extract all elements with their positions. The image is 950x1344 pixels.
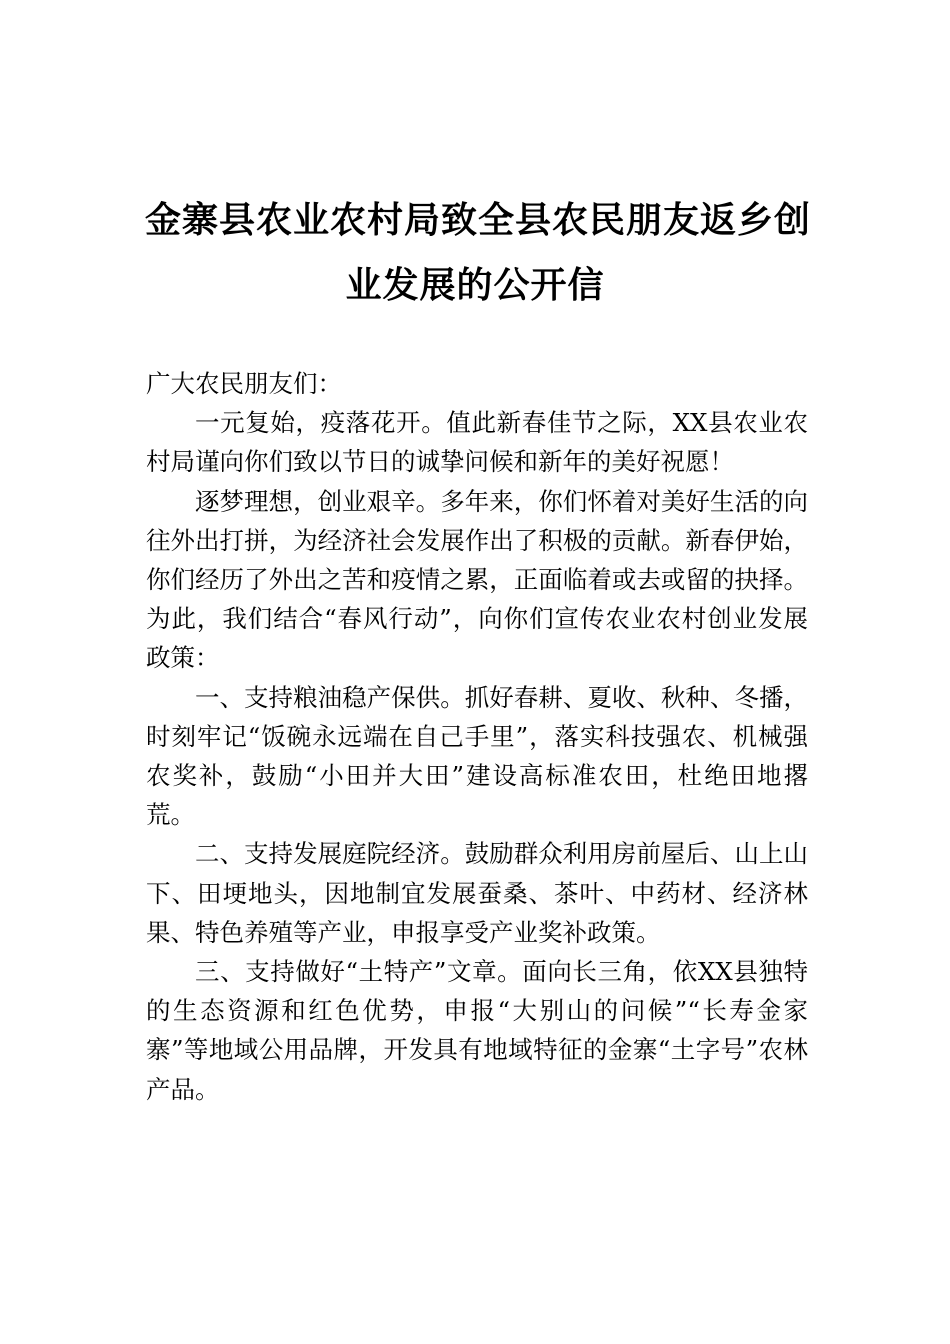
title-line-2: 业发展的公开信	[345, 264, 605, 306]
title-line-1: 金寨县农业农村局致全县农民朋友返乡创	[145, 199, 812, 241]
paragraph-policy-specialty: 三、支持做好“土特产”文章。面向长三角，依XX县独特的生态资源和红色优势，申报“大别山的问候”“长寿金家寨”等地域公用品牌，开发具有地域特征的金寨“土字号”农林产品。	[146, 957, 808, 1104]
paragraph-greeting: 一元复始，疫落花开。值此新春佳节之际，XX县农业农村局谨向你们致以节日的诚挚问候和新年的美好祝愿！	[146, 408, 808, 477]
salutation: 广大农民朋友们：	[146, 369, 342, 398]
letter-body	[146, 364, 808, 1109]
paragraph-introduction: 逐梦理想，创业艰辛。多年来，你们怀着对美好生活的向往外出打拼，为经济社会发展作出了积极的贡献。新春伊始，你们经历了外出之苦和疫情之累，正面临着或去或留的抉择。为此，我们结合“春风行动”，向你们宣传农业农村创业发展政策：	[146, 486, 808, 673]
document-title	[145, 188, 812, 318]
paragraph-policy-grain: 一、支持粮油稳产保供。抓好春耕、夏收、秋种、冬播，时刻牢记“饭碗永远端在自己手里”，落实科技强农、机械强农奖补，鼓励“小田并大田”建设高标准农田，杜绝田地撂荒。	[146, 682, 808, 830]
paragraph-policy-courtyard: 二、支持发展庭院经济。鼓励群众利用房前屋后、山上山下、田埂地头，因地制宜发展蚕桑、茶叶、中药材、经济林果、特色养殖等产业，申报享受产业奖补政策。	[146, 839, 808, 947]
